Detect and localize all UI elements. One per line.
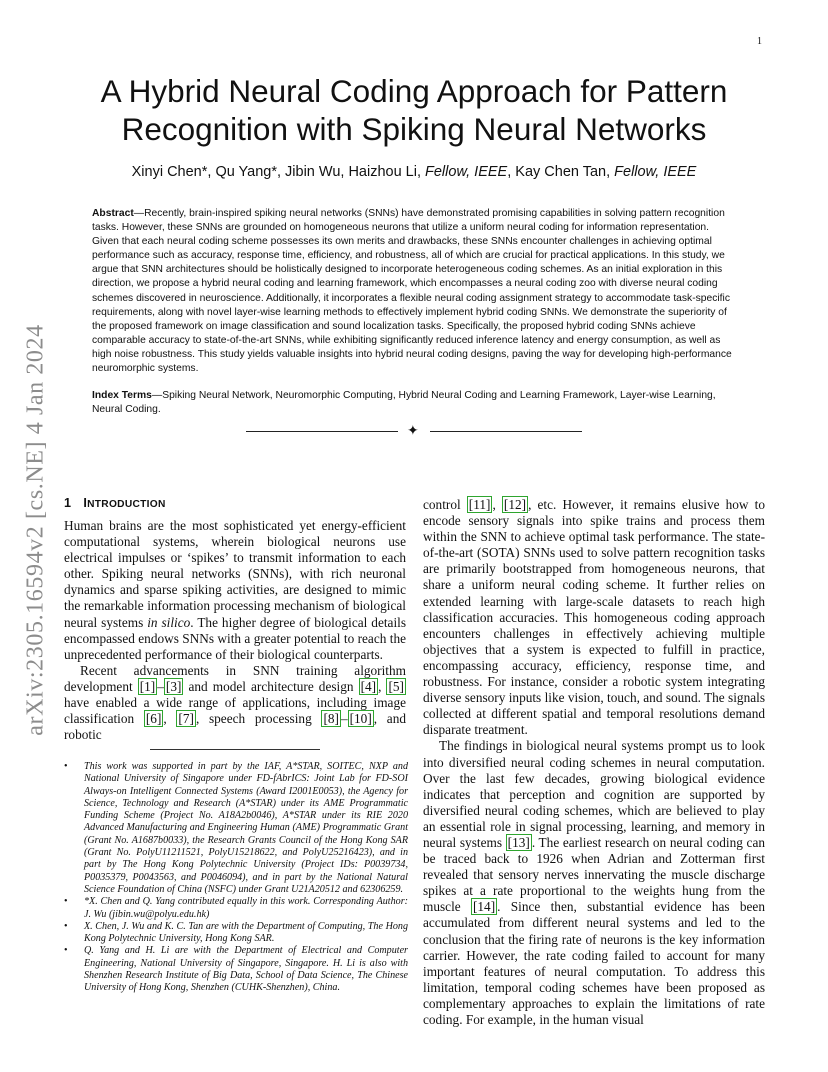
text-run: have enabled a wide range of applications, including image classification — [64, 695, 406, 727]
abstract — [92, 207, 738, 376]
text-run: . The higher degree of biological details encompassed endows SNNs with a greater potential to reach the unprecedented performance of their biological counterparts. — [64, 614, 407, 662]
author-names-1: Xinyi Chen*, Qu Yang*, Jibin Wu, Haizhou Li, — [131, 164, 426, 180]
section-title-rest: NTRODUCTION — [87, 499, 166, 510]
author-list — [80, 164, 748, 180]
page-number: 1 — [757, 36, 762, 47]
arxiv-sidebar — [0, 0, 72, 1072]
footnote-affiliation-nus: • Q. Yang and H. Li are with the Department of Electrical and Computer Engineering, National University of Singapore, Singapore. H. Li is also with Shenzhen Research Institute of Big Data, School of Data Science, The Chinese University of Hong Kong, Shenzhen (CUHK-Shenzhen), China. — [64, 945, 408, 994]
intro-paragraph-2 — [64, 663, 406, 743]
text-run: control — [423, 497, 467, 512]
citation-link[interactable]: [4] — [360, 678, 377, 694]
author-names-2: , Kay Chen Tan, — [507, 164, 615, 180]
citation-link[interactable]: [13] — [507, 834, 530, 850]
index-terms-text: —Spiking Neural Network, Neuromorphic Computing, Hybrid Neural Coding and Learning Framework, Layer-wise Learning, Neural Coding. — [92, 390, 716, 416]
citation-link[interactable]: [6] — [145, 711, 162, 727]
text-run: Human brains are the most sophisticated yet energy-efficient computational systems, wherein biological neurons use electrical impulses or ‘spikes’ to transmit information to each other. Spiking neural networks (SNNs), with rich neuronal dynamics and sparse spiking activities, are designed to mimic the remarkable information processing mechanism of biological neural systems — [64, 518, 406, 630]
author-fellow-1: Fellow, IEEE — [425, 164, 508, 180]
right-column — [423, 497, 765, 1028]
abstract-text: —Recently, brain-inspired spiking neural networks (SNNs) have demonstrated promising capabilities in solving pattern recognition tasks. However, these SNNs are grounded on homogeneous neurons that utilize a uniform neural coding for information representation. Given that each neural coding scheme possesses its own merits and drawbacks, these SNNs encounter challenges in achieving optimal performance such as accuracy, response time, efficiency, and robustness, all of which are crucial for practical applications. In this study, we argue that SNN architectures should be holistically designed to incorporate heterogeneous coding schemes. As an initial exploration in this direction, we propose a hybrid neural coding and learning framework, which encompasses a neural coding zoo with diverse neural coding schemes discovered in neuroscience. Additionally, it incorporates a flexible neural coding assignment strategy to accommodate task-specific requirements, along with novel layer-wise learning methods to effectively implement hybrid coding SNNs. We demonstrate the superiority of the proposed framework on image classification and sound localization tasks. Specifically, the proposed hybrid coding SNNs achieve comparable accuracy to state-of-the-art SNNs, while exhibiting significantly reduced inference latency and energy consumption, as well as high noise robustness. This study yields valuable insights into hybrid neural coding designs, paving the way for developing high-performance neuromorphic systems. — [92, 208, 732, 375]
footnote-funding: • This work was supported in part by the IAF, A*STAR, SOITEC, NXP and National University of Singapore under FD-fAbrICS: Joint Lab for FD-SOI Always-on Intelligent Connected Systems (Award I2001E0053), the Agency for Science, Technology and Research (A*STAR) under its AME Programmatic Funding Scheme (Project No. A18A2b0046), A*STAR under its RIE 2020 Advanced Manufacturing and Engineering Human (AME) Programmatic Grant (Grant No. A1687b0033), the Research Grants Council of the Hong Kong SAR (Grant No. PolyU11211521, PolyU15218622, and PolyU25216423), and in part by The Hong Kong Polytechnic University (Project IDs: P0039734, P0035379, P0043563, and P0046094), and in part by the National Natural Science Foundation of China (NSFC) under Grant U21A20512 and 62306259. — [64, 761, 408, 896]
citation-link[interactable]: [8] — [323, 711, 339, 727]
citation-link[interactable]: [12] — [503, 497, 527, 512]
citation-link[interactable]: [14] — [472, 899, 496, 915]
text-run: . The earliest research on neural coding can be traced back to 1926 when Adrian and Zotterman first revealed that sensory nerves innervating the muscle discharge spikes at a rate proportional to the weights hung from the muscle — [423, 834, 765, 915]
text-run: , etc. However, it remains elusive how to encode sensory signals into spike trains and process them within the SNN to achieve optimal task performance. The state-of-the-art (SOTA) SNNs used to solve pattern recognition tasks are primarily bootstrapped from homogeneous neurons, that share a uniform neural coding scheme. It further relies on extended learning with large-scale datasets to reach high classification accuracies. This homogeneous coding approach encounters challenges in effectively achieving multiple objectives that a system is expected to fulfill in practice, encompassing accuracy, efficiency, response time, and robustness. For instance, consider a robotic system integrating diverse sensory inputs like vision, touch, and sound. The signals collected at different spatial and temporal resolutions demand disparate treatment. — [423, 497, 765, 738]
citation-link[interactable]: [7] — [178, 711, 194, 727]
text-run: – — [157, 678, 164, 694]
text-run: , — [378, 678, 387, 694]
citation-link[interactable]: [11] — [468, 497, 491, 512]
section-number: 1 — [64, 496, 72, 510]
index-terms-label: Index Terms — [92, 390, 152, 401]
citation-link[interactable]: [3] — [165, 678, 182, 694]
divider-line-left — [246, 431, 398, 432]
abstract-label: Abstract — [92, 208, 134, 219]
text-run: The findings in biological neural systems prompt us to look into diversified neural coding schemes in neural computation. Over the last few decades, growing biological evidence indicates that perception and cognition are supported by diversified neural coding schemes, which are believed to play an essential role in signal processing, learning, and memory in neural systems — [423, 738, 765, 850]
left-column — [64, 518, 406, 743]
divider-star-icon: ✦ — [407, 423, 419, 439]
citation-link[interactable]: [10] — [349, 711, 372, 727]
text-run: , — [492, 497, 502, 512]
text-run: Recent advancements in SNN training algorithm development — [64, 662, 406, 694]
citation-link[interactable]: [1] — [139, 678, 156, 694]
footnote-rule — [150, 749, 320, 750]
intro-paragraph-1 — [64, 518, 406, 663]
text-run: , speech processing — [195, 711, 322, 727]
text-run: , — [163, 711, 177, 727]
text-run-italic: in silico — [147, 614, 191, 630]
text-run: – — [340, 711, 348, 727]
footnote-affiliation-polyu: • X. Chen, J. Wu and K. C. Tan are with the Department of Computing, The Hong Kong Polytechnic University, Hong Kong SAR. — [64, 921, 408, 946]
text-run: , and robotic — [64, 711, 406, 743]
arxiv-identifier: arXiv:2305.16594v2 [cs.NE] 4 Jan 2024 — [22, 324, 49, 736]
divider-line-right — [430, 431, 582, 432]
text-run: and model architecture design — [183, 678, 359, 694]
footnote-equal-contribution: • *X. Chen and Q. Yang contributed equally in this work. Corresponding Author: J. Wu (jibin.wu@polyu.edu.hk) — [64, 896, 408, 921]
footnotes — [64, 761, 408, 995]
intro-paragraph-3 — [423, 497, 765, 738]
intro-paragraph-4 — [423, 738, 765, 1028]
paper-title: A Hybrid Neural Coding Approach for Pattern Recognition with Spiking Neural Networks — [100, 73, 728, 147]
section-title-first: I — [83, 496, 88, 510]
author-fellow-2: Fellow, IEEE — [614, 164, 697, 180]
index-terms — [92, 389, 738, 417]
section-heading — [64, 496, 166, 510]
text-run: . Since then, substantial evidence has been accumulated from different neural systems and led to the conclusion that the firing rate of neurons is the key information carrier. However, the rate coding failed to account for many important features of neural computation. To address this limitation, temporal coding schemes have been proposed as complementary approaches to explain the limitations of rate coding. For example, in the human visual — [423, 899, 765, 1027]
citation-link[interactable]: [5] — [388, 678, 404, 694]
